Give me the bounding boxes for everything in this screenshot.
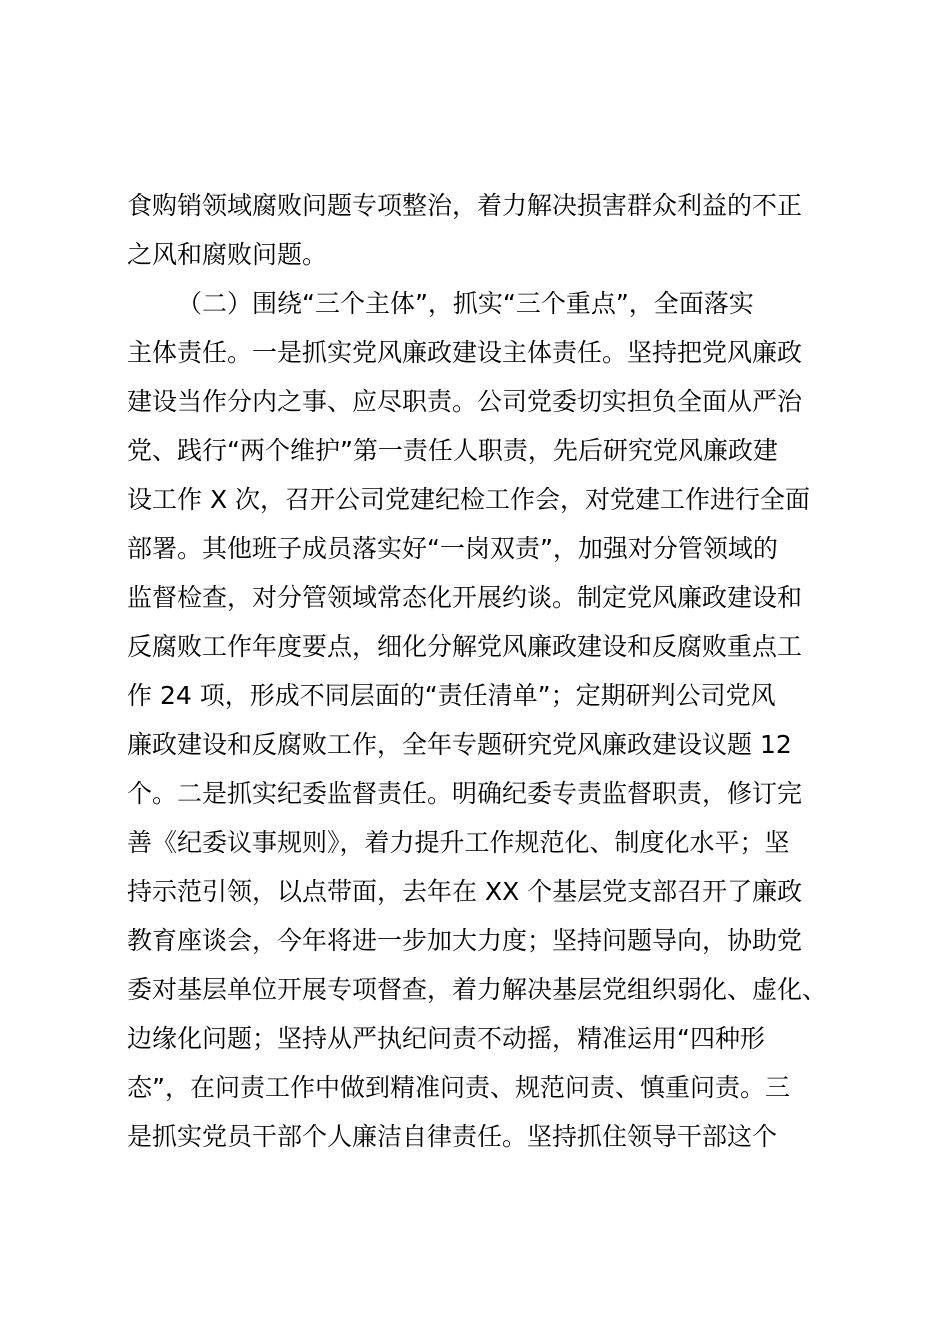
paragraph-line: 善《纪委议事规则》，着力提升工作规范化、制度化水平；坚 [127,828,790,857]
paragraph-line: 党、践行“两个维护”第一责任人职责，先后研究党风廉政建 [127,436,778,465]
paragraph-line: 设工作 X 次，召开公司党建纪检工作会，对党建工作进行全面 [127,485,811,514]
paragraph-line: 之风和腐败问题。 [127,240,328,269]
paragraph-line: 主体责任。一是抓实党风廉政建设主体责任。坚持把党风廉政 [127,338,803,367]
paragraph-line: 持示范引领，以点带面，去年在 XX 个基层党支部召开了廉政 [127,877,803,906]
paragraph-line: 委对基层单位开展专项督查，着力解决基层党组织弱化、虚化、 [127,975,828,1004]
paragraph-line: 是抓实党员干部个人廉洁自律责任。坚持抓住领导干部这个 [127,1122,778,1151]
paragraph-line: 个。二是抓实纪委监督责任。明确纪委专责监督职责，修订完 [127,779,803,808]
paragraph-line: 部署。其他班子成员落实好“一岗双责”，加强对分管领域的 [127,534,778,563]
paragraph-line: 廉政建设和反腐败工作，全年专题研究党风廉政建设议题 12 [127,730,792,759]
paragraph-line: （二）围绕“三个主体”，抓实“三个重点”，全面落实 [177,289,754,318]
paragraph-line: 建设当作分内之事、应尽职责。公司党委切实担负全面从严治 [127,387,803,416]
paragraph-line: 监督检查，对分管领域常态化开展约谈。制定党风廉政建设和 [127,583,803,612]
paragraph-line: 反腐败工作年度要点，细化分解党风廉政建设和反腐败重点工 [127,632,803,661]
paragraph-line: 态”，在问责工作中做到精准问责、规范问责、慎重问责。三 [127,1073,790,1102]
paragraph-line: 食购销领域腐败问题专项整治，着力解决损害群众利益的不正 [127,191,803,220]
paragraph-line: 边缘化问题；坚持从严执纪问责不动摇，精准运用“四种形 [127,1024,765,1053]
paragraph-line: 教育座谈会，今年将进一步加大力度；坚持问题导向，协助党 [127,926,803,955]
paragraph-line: 作 24 项，形成不同层面的“责任清单”；定期研判公司党风 [127,681,776,710]
